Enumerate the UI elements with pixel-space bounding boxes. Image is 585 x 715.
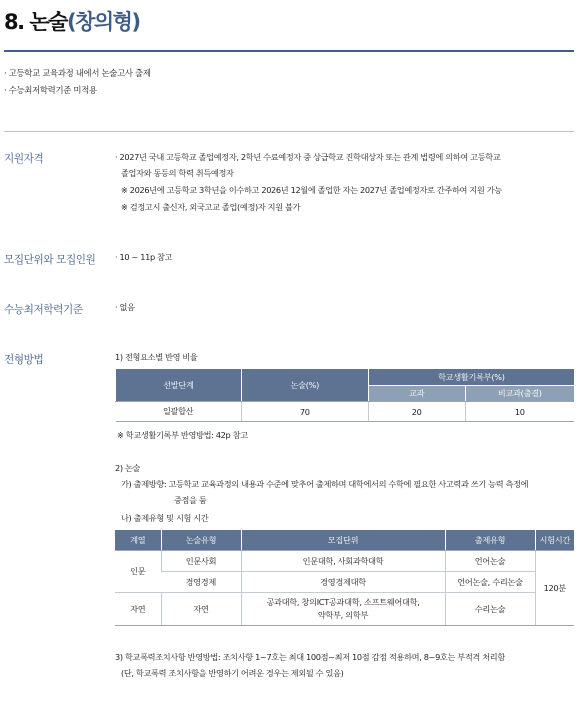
section-divider [4, 131, 574, 132]
ratio-header-subject: 교과 [368, 386, 465, 402]
essay-cell-track-humanities: 인문 [115, 551, 161, 593]
essay-header-format: 출제유형 [445, 530, 535, 551]
ratio-cell-stage: 일괄합산 [116, 402, 242, 422]
essay-header-time: 시험시간 [535, 530, 574, 551]
essay-cell-unit: 경영경제대학 [241, 572, 445, 593]
essay-cell-time: 120분 [535, 551, 574, 626]
title-paren: (창의형) [66, 10, 140, 34]
eligibility-note-1: ※ 2026년에 고등학교 3학년을 이수하고 2026년 12월에 졸업한 자는 2027년 졸업예정자로 간주하여 지원 가능 [121, 185, 502, 195]
essay-header-track: 계열 [115, 530, 161, 551]
table-row [115, 593, 574, 626]
ratio-header-stage: 선발단계 [116, 369, 242, 402]
ratio-header-record: 학교생활기록부(%) [368, 369, 574, 386]
title-rule [4, 50, 574, 52]
essay-unit-line-2: 약학부, 의학부 [317, 610, 369, 620]
ratio-header-essay: 논술(%) [241, 369, 368, 402]
method-item-2: 2) 논술 [115, 463, 141, 473]
eligibility-line-2: 졸업자와 동등의 학력 취득예정자 [121, 168, 234, 178]
csat-label: 수능최저학력기준 [4, 304, 83, 316]
recruit-label: 모집단위와 모집인원 [4, 254, 96, 266]
intro-line-1: · 고등학교 교육과정 내에서 논술고사 출제 [4, 68, 151, 78]
csat-text: · 없음 [115, 302, 135, 312]
essay-cell-track-science: 자연 [115, 593, 161, 626]
ratio-cell-essay: 70 [241, 402, 368, 422]
page-title [4, 6, 140, 36]
essay-cell-format: 수리논술 [445, 593, 535, 626]
essay-unit-line-1: 공과대학, 창의ICT공과대학, 소프트웨어대학, [266, 597, 420, 607]
ratio-table [115, 369, 574, 422]
table-row [115, 551, 574, 572]
record-note: ※ 학교생활기록부 반영방법: 42p 참고 [117, 430, 248, 440]
essay-cell-type: 경영경제 [161, 572, 241, 593]
ratio-cell-nonsubject: 10 [465, 402, 574, 422]
essay-cell-format: 언어논술, 수리논술 [445, 572, 535, 593]
essay-direction-2: 중점을 둠 [174, 495, 207, 505]
essay-cell-format: 언어논술 [445, 551, 535, 572]
table-row [116, 402, 575, 422]
ratio-cell-subject: 20 [368, 402, 465, 422]
eligibility-label: 지원자격 [4, 153, 44, 165]
violence-policy-2: (단, 학교폭력 조치사항을 반영하기 어려운 경우는 제외될 수 있음) [121, 668, 344, 678]
recruit-text: · 10 ~ 11p 참고 [115, 252, 173, 262]
essay-cell-unit [241, 593, 445, 626]
essay-header-unit: 모집단위 [241, 530, 445, 551]
violence-policy-1: 3) 학교폭력조치사항 반영방법: 조치사항 1~7호는 최대 100점~최저 10점 감점 적용하며, 8~9호는 부적격 처리함 [115, 652, 505, 662]
ratio-header-nonsubject: 비교과(출결) [465, 386, 574, 402]
intro-line-2: · 수능최저학력기준 미적용 [4, 85, 97, 95]
title-number: 8. 논술 [4, 10, 67, 34]
essay-cell-unit: 인문대학, 사회과학대학 [241, 551, 445, 572]
essay-cell-type: 인문사회 [161, 551, 241, 572]
essay-direction-1: 가) 출제방향: 고등학교 교육과정의 내용과 수준에 맞추어 출제하며 대학에서의 수학에 필요한 사고력과 쓰기 능력 측정에 [121, 479, 529, 489]
essay-cell-type: 자연 [161, 593, 241, 626]
essay-header-type: 논술유형 [161, 530, 241, 551]
table-row [115, 572, 574, 593]
eligibility-note-2: ※ 검정고시 출신자, 외국고교 졸업(예정)자 지원 불가 [121, 202, 301, 212]
eligibility-line-1: · 2027년 국내 고등학교 졸업예정자, 2학년 수료예정자 중 상급학교 진학대상자 또는 관계 법령에 의하여 고등학교 [115, 152, 501, 162]
essay-type-heading: 나) 출제유형 및 시험 시간 [121, 513, 209, 523]
essay-type-table [115, 530, 574, 626]
method-item-1: 1) 전형요소별 반영 비율 [115, 352, 198, 362]
method-label: 전형방법 [4, 354, 44, 366]
